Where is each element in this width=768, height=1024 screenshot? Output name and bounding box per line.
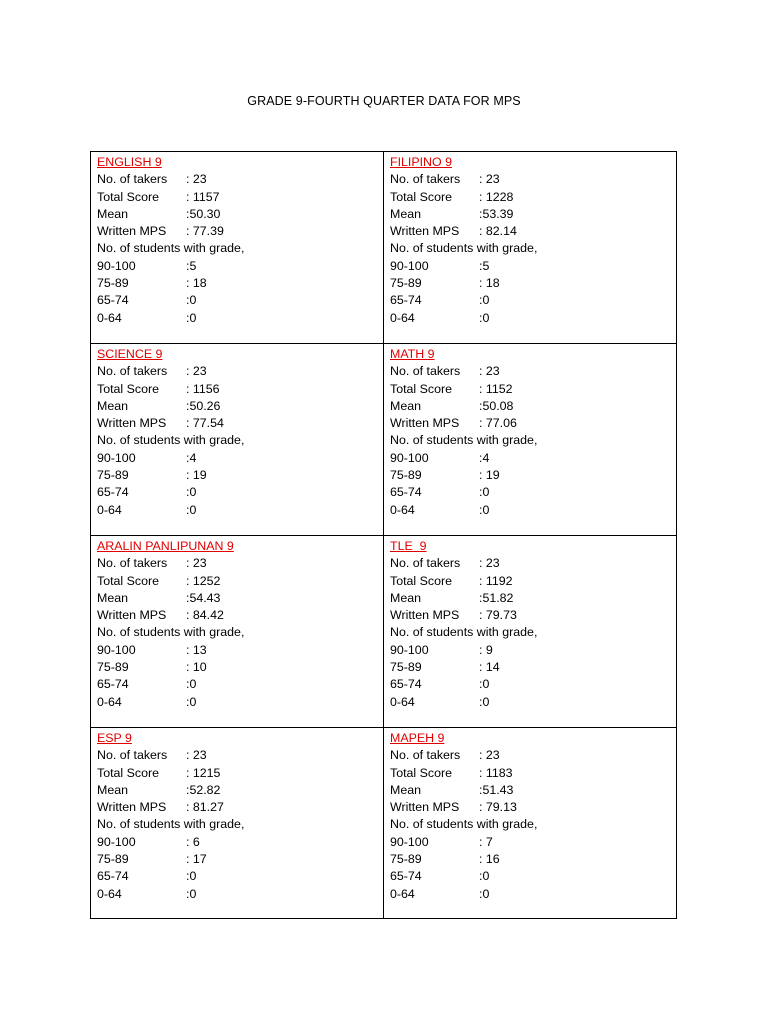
mean-label: Mean: [390, 590, 421, 605]
grade-distribution-heading: No. of students with grade,: [390, 241, 538, 256]
grade-90-100-label: 90-100: [97, 642, 136, 657]
takers-row: [97, 171, 383, 188]
total-score-label: Total Score: [390, 573, 452, 588]
subject-heading: MAPEH 9: [390, 731, 445, 745]
mean-value: :50.08: [479, 398, 514, 413]
grade-65-74-value: :0: [479, 869, 490, 884]
grade-65-74-label: 65-74: [97, 293, 129, 308]
takers-row: [390, 171, 676, 188]
grade-90-100-label: 90-100: [97, 258, 136, 273]
total-score-label: Total Score: [390, 765, 452, 780]
grade-75-89-row: [97, 467, 383, 484]
mean-label: Mean: [97, 782, 128, 797]
mean-row: [390, 782, 676, 799]
written-mps-row: [97, 607, 383, 624]
grade-0-64-row: [390, 502, 676, 519]
grade-distribution-heading: No. of students with grade,: [97, 817, 245, 832]
mean-value: :53.39: [479, 206, 514, 221]
mean-value: :54.43: [186, 590, 221, 605]
written-mps-label: Written MPS: [390, 224, 460, 239]
grade-0-64-label: 0-64: [390, 502, 415, 517]
written-mps-label: Written MPS: [390, 608, 460, 623]
grade-65-74-row: [97, 484, 383, 501]
takers-value: : 23: [479, 364, 500, 379]
total-score-label: Total Score: [390, 189, 452, 204]
grade-0-64-label: 0-64: [97, 694, 122, 709]
grade-90-100-value: : 7: [479, 834, 493, 849]
written-mps-value: : 79.13: [479, 800, 517, 815]
written-mps-value: : 77.06: [479, 416, 517, 431]
grade-90-100-label: 90-100: [390, 834, 429, 849]
grade-0-64-value: :0: [186, 694, 197, 709]
grade-0-64-row: [390, 886, 676, 903]
takers-label: No. of takers: [390, 172, 461, 187]
grade-90-100-row: [97, 834, 383, 851]
takers-row: [390, 555, 676, 572]
subject-cell-english: [91, 152, 384, 344]
mean-value: :51.82: [479, 590, 514, 605]
grade-0-64-label: 0-64: [390, 310, 415, 325]
grade-90-100-value: : 9: [479, 642, 493, 657]
grade-0-64-row: [97, 694, 383, 711]
mean-value: :52.82: [186, 782, 221, 797]
grade-65-74-value: :0: [186, 485, 197, 500]
grade-65-74-value: :0: [186, 293, 197, 308]
subject-cell-aralin-panlipunan: [91, 536, 384, 728]
grade-distribution-heading: No. of students with grade,: [97, 241, 245, 256]
takers-label: No. of takers: [97, 748, 168, 763]
takers-label: No. of takers: [97, 172, 168, 187]
grade-65-74-label: 65-74: [390, 677, 422, 692]
grade-75-89-label: 75-89: [97, 276, 129, 291]
written-mps-label: Written MPS: [97, 416, 167, 431]
total-score-value: : 1252: [186, 573, 221, 588]
mean-row: [97, 398, 383, 415]
subject-data-table: [90, 151, 677, 919]
grade-90-100-row: [97, 450, 383, 467]
total-score-value: : 1152: [479, 381, 513, 396]
takers-label: No. of takers: [97, 556, 168, 571]
grade-90-100-value: :5: [186, 258, 197, 273]
mean-row: [390, 590, 676, 607]
mean-value: :50.30: [186, 206, 221, 221]
subject-heading: TLE 9: [390, 539, 427, 553]
written-mps-value: : 81.27: [186, 800, 224, 815]
subject-cell-mapeh: [384, 728, 676, 918]
total-score-row: [390, 573, 676, 590]
takers-label: No. of takers: [390, 364, 461, 379]
grade-0-64-value: :0: [186, 886, 197, 901]
written-mps-value: : 77.54: [186, 416, 224, 431]
takers-row: [390, 747, 676, 764]
total-score-value: : 1192: [479, 573, 513, 588]
subject-cell-math: [384, 344, 676, 536]
grade-90-100-label: 90-100: [97, 834, 136, 849]
grade-65-74-row: [390, 292, 676, 309]
grade-90-100-row: [97, 258, 383, 275]
grade-75-89-row: [97, 659, 383, 676]
grade-75-89-row: [97, 275, 383, 292]
total-score-value: : 1215: [186, 765, 221, 780]
written-mps-label: Written MPS: [97, 224, 167, 239]
grade-75-89-value: : 18: [479, 276, 500, 291]
grade-0-64-row: [390, 694, 676, 711]
takers-value: : 23: [186, 556, 207, 571]
written-mps-label: Written MPS: [390, 800, 460, 815]
grade-90-100-row: [97, 642, 383, 659]
written-mps-row: [97, 415, 383, 432]
total-score-label: Total Score: [97, 189, 159, 204]
grade-0-64-value: :0: [479, 694, 490, 709]
grade-90-100-value: : 6: [186, 834, 200, 849]
total-score-value: : 1228: [479, 189, 514, 204]
mean-label: Mean: [97, 398, 128, 413]
grade-75-89-label: 75-89: [97, 852, 129, 867]
subject-heading: ESP 9: [97, 731, 132, 745]
total-score-label: Total Score: [97, 381, 159, 396]
grade-90-100-row: [390, 450, 676, 467]
mean-row: [390, 398, 676, 415]
grade-75-89-row: [390, 467, 676, 484]
written-mps-label: Written MPS: [390, 416, 460, 431]
written-mps-value: : 77.39: [186, 224, 224, 239]
mean-label: Mean: [390, 398, 421, 413]
written-mps-label: Written MPS: [97, 608, 167, 623]
grade-75-89-label: 75-89: [97, 660, 129, 675]
subject-heading: FILIPINO 9: [390, 155, 452, 169]
grade-0-64-label: 0-64: [390, 694, 415, 709]
grade-75-89-value: : 19: [479, 468, 500, 483]
grade-65-74-row: [97, 868, 383, 885]
takers-label: No. of takers: [390, 556, 461, 571]
grade-0-64-value: :0: [479, 886, 490, 901]
total-score-row: [97, 765, 383, 782]
grade-0-64-value: :0: [479, 502, 490, 517]
grade-distribution-heading: No. of students with grade,: [97, 625, 245, 640]
takers-value: : 23: [186, 364, 207, 379]
grade-65-74-value: :0: [479, 485, 490, 500]
mean-value: :51.43: [479, 782, 514, 797]
total-score-row: [97, 381, 383, 398]
grade-0-64-value: :0: [479, 310, 490, 325]
subject-heading: ENGLISH 9: [97, 155, 162, 169]
grade-75-89-value: : 19: [186, 468, 207, 483]
grade-65-74-row: [390, 868, 676, 885]
subject-cell-filipino: [384, 152, 676, 344]
grade-75-89-value: : 16: [479, 852, 500, 867]
mean-label: Mean: [97, 590, 128, 605]
grade-0-64-label: 0-64: [97, 310, 122, 325]
grade-75-89-label: 75-89: [390, 468, 422, 483]
written-mps-row: [390, 223, 676, 240]
takers-row: [97, 747, 383, 764]
total-score-row: [97, 189, 383, 206]
grade-0-64-label: 0-64: [390, 886, 415, 901]
grade-90-100-value: :4: [186, 450, 197, 465]
grade-75-89-value: : 18: [186, 276, 207, 291]
written-mps-row: [390, 607, 676, 624]
grade-65-74-row: [390, 484, 676, 501]
grade-distribution-heading: No. of students with grade,: [390, 625, 538, 640]
written-mps-value: : 82.14: [479, 224, 517, 239]
subject-cell-tle: [384, 536, 676, 728]
mean-value: :50.26: [186, 398, 221, 413]
grade-90-100-label: 90-100: [390, 642, 429, 657]
takers-label: No. of takers: [390, 748, 461, 763]
total-score-value: : 1156: [186, 381, 220, 396]
grade-0-64-row: [390, 310, 676, 327]
subject-cell-science: [91, 344, 384, 536]
grade-65-74-label: 65-74: [390, 293, 422, 308]
subject-heading: MATH 9: [390, 347, 435, 361]
grade-75-89-label: 75-89: [390, 276, 422, 291]
grade-65-74-value: :0: [186, 869, 197, 884]
grade-0-64-row: [97, 502, 383, 519]
grade-65-74-label: 65-74: [97, 869, 129, 884]
grade-90-100-row: [390, 642, 676, 659]
grade-0-64-label: 0-64: [97, 886, 122, 901]
takers-row: [97, 555, 383, 572]
grade-75-89-row: [390, 851, 676, 868]
grade-75-89-row: [390, 659, 676, 676]
grade-75-89-label: 75-89: [97, 468, 129, 483]
grade-65-74-label: 65-74: [97, 485, 129, 500]
subject-cell-esp: [91, 728, 384, 918]
mean-row: [97, 782, 383, 799]
total-score-row: [390, 381, 676, 398]
total-score-row: [97, 573, 383, 590]
grade-0-64-row: [97, 310, 383, 327]
grade-90-100-row: [390, 834, 676, 851]
grade-65-74-label: 65-74: [390, 869, 422, 884]
grade-65-74-label: 65-74: [390, 485, 422, 500]
total-score-row: [390, 765, 676, 782]
written-mps-label: Written MPS: [97, 800, 167, 815]
mean-label: Mean: [390, 782, 421, 797]
grade-90-100-value: : 13: [186, 642, 207, 657]
takers-value: : 23: [479, 556, 500, 571]
written-mps-row: [97, 223, 383, 240]
subject-heading: ARALIN PANLIPUNAN 9: [97, 539, 234, 553]
takers-label: No. of takers: [97, 364, 168, 379]
subject-heading: SCIENCE 9: [97, 347, 163, 361]
takers-value: : 23: [479, 172, 500, 187]
written-mps-value: : 79.73: [479, 608, 517, 623]
grade-75-89-row: [390, 275, 676, 292]
grade-distribution-heading: No. of students with grade,: [390, 817, 538, 832]
grade-65-74-row: [97, 292, 383, 309]
grade-65-74-row: [97, 676, 383, 693]
written-mps-row: [390, 799, 676, 816]
written-mps-value: : 84.42: [186, 608, 224, 623]
mean-label: Mean: [97, 206, 128, 221]
grade-90-100-value: :4: [479, 450, 490, 465]
takers-value: : 23: [186, 748, 207, 763]
grade-distribution-heading: No. of students with grade,: [97, 433, 245, 448]
grade-75-89-value: : 14: [479, 660, 500, 675]
total-score-value: : 1157: [186, 189, 220, 204]
grade-75-89-value: : 17: [186, 852, 207, 867]
grade-90-100-label: 90-100: [390, 258, 429, 273]
total-score-label: Total Score: [97, 765, 159, 780]
written-mps-row: [390, 415, 676, 432]
grade-75-89-value: : 10: [186, 660, 207, 675]
total-score-label: Total Score: [390, 381, 452, 396]
total-score-value: : 1183: [479, 765, 513, 780]
document-title: GRADE 9-FOURTH QUARTER DATA FOR MPS: [247, 94, 521, 108]
grade-90-100-row: [390, 258, 676, 275]
mean-row: [390, 206, 676, 223]
mean-label: Mean: [390, 206, 421, 221]
grade-65-74-label: 65-74: [97, 677, 129, 692]
takers-row: [97, 363, 383, 380]
grade-0-64-value: :0: [186, 310, 197, 325]
grade-65-74-value: :0: [479, 293, 490, 308]
grade-0-64-value: :0: [186, 502, 197, 517]
mean-row: [97, 590, 383, 607]
grade-distribution-heading: No. of students with grade,: [390, 433, 538, 448]
takers-value: : 23: [186, 172, 207, 187]
grade-90-100-label: 90-100: [97, 450, 136, 465]
written-mps-row: [97, 799, 383, 816]
grade-65-74-row: [390, 676, 676, 693]
mean-row: [97, 206, 383, 223]
total-score-row: [390, 189, 676, 206]
grade-90-100-label: 90-100: [390, 450, 429, 465]
total-score-label: Total Score: [97, 573, 159, 588]
grade-65-74-value: :0: [186, 677, 197, 692]
grade-90-100-value: :5: [479, 258, 490, 273]
takers-row: [390, 363, 676, 380]
grade-65-74-value: :0: [479, 677, 490, 692]
grade-75-89-label: 75-89: [390, 660, 422, 675]
grade-75-89-label: 75-89: [390, 852, 422, 867]
takers-value: : 23: [479, 748, 500, 763]
grade-0-64-label: 0-64: [97, 502, 122, 517]
grade-75-89-row: [97, 851, 383, 868]
grade-0-64-row: [97, 886, 383, 903]
